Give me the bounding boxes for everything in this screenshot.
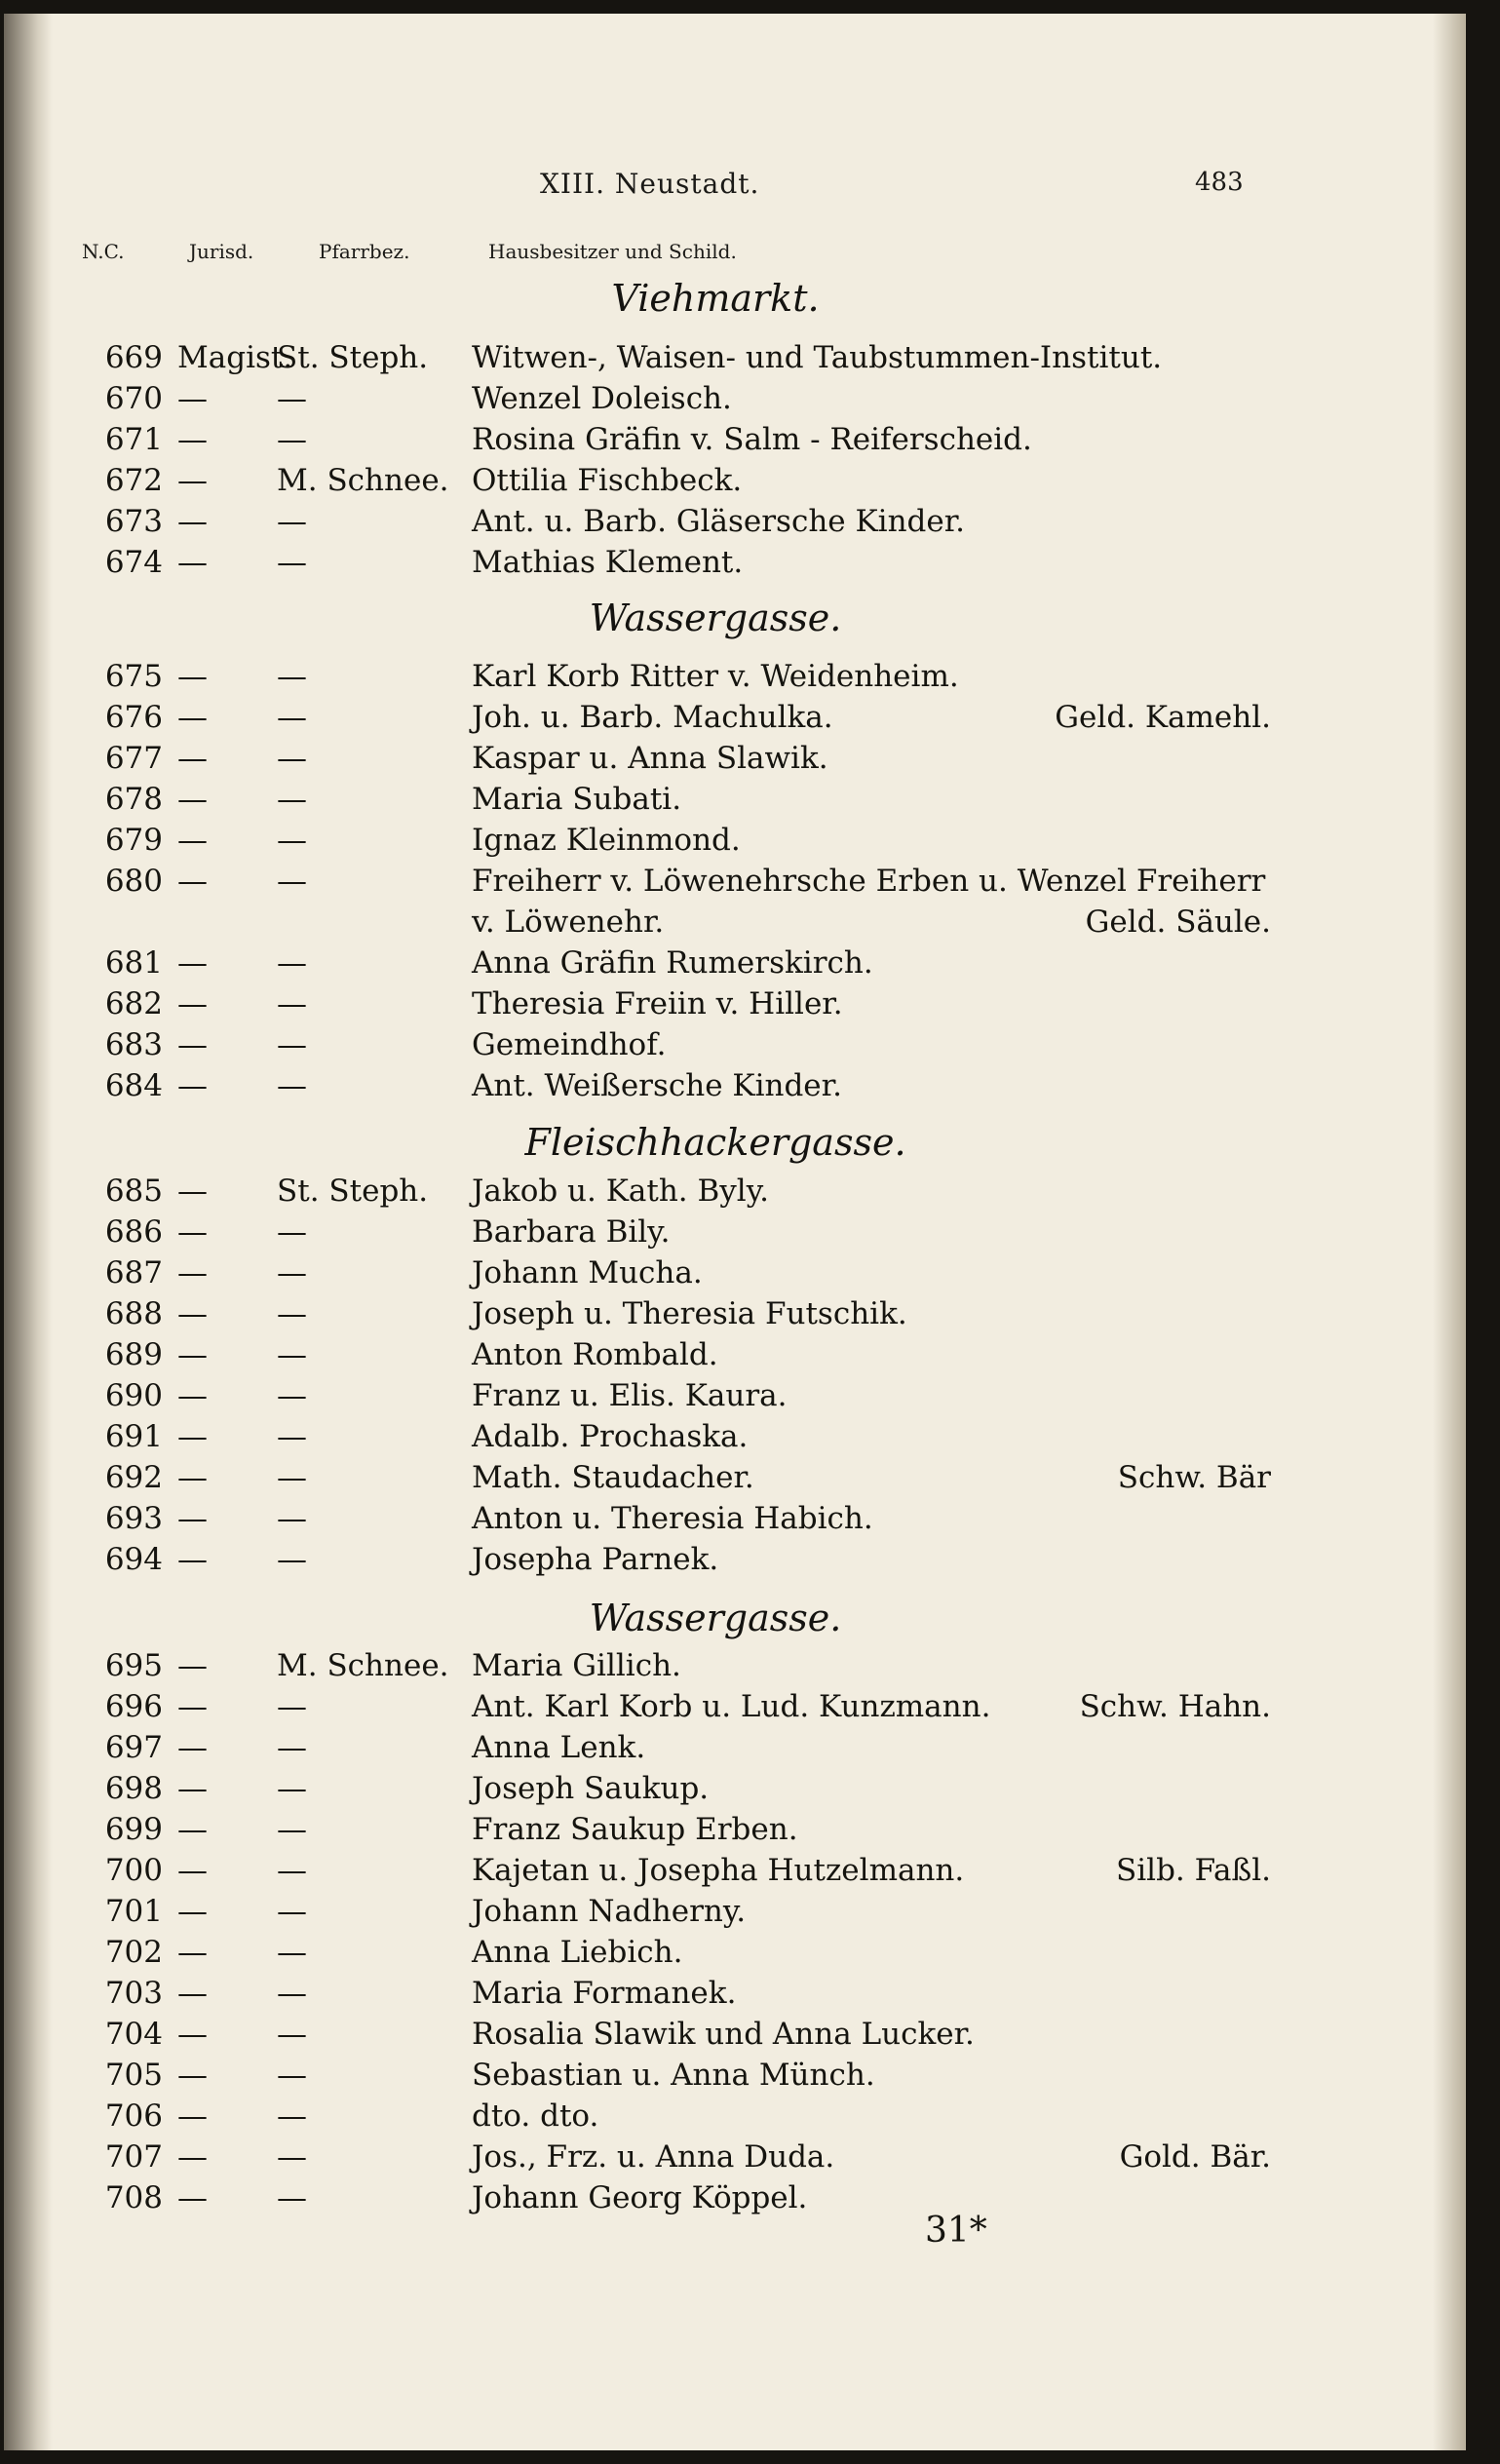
- house-sign: Gold. Bär.: [1119, 2139, 1271, 2175]
- parish: —: [277, 1378, 307, 1413]
- register-row: [4, 545, 1417, 586]
- owner-name: Ant. Karl Korb u. Lud. Kunzmann.: [472, 1689, 991, 1724]
- parish: —: [277, 1068, 307, 1103]
- jurisdiction: —: [177, 504, 208, 539]
- register-row: [4, 1296, 1417, 1337]
- house-number: 708: [104, 2180, 163, 2215]
- register-row: [4, 2139, 1417, 2180]
- owner-name: Josepha Parnek.: [472, 1542, 719, 1577]
- house-number: 685: [104, 1174, 163, 1209]
- house-number: 698: [104, 1771, 163, 1806]
- parish: —: [277, 1935, 307, 1970]
- jurisdiction: —: [177, 2017, 208, 2052]
- jurisdiction: —: [177, 2139, 208, 2175]
- jurisdiction: —: [177, 1214, 208, 1250]
- register-row: [4, 1730, 1417, 1771]
- house-number: 707: [104, 2139, 163, 2175]
- jurisdiction: Magist.: [177, 340, 293, 375]
- jurisdiction: —: [177, 1648, 208, 1683]
- jurisdiction: —: [177, 1337, 208, 1372]
- register-row: [4, 741, 1417, 782]
- jurisdiction: —: [177, 1935, 208, 1970]
- register-row: [4, 905, 1417, 945]
- parish: —: [277, 1689, 307, 1724]
- column-header-no: N.C.: [82, 240, 125, 263]
- register-row: [4, 1174, 1417, 1214]
- house-number: 705: [104, 2058, 163, 2093]
- owner-name: Anna Liebich.: [472, 1935, 683, 1970]
- owner-name: Joseph Saukup.: [472, 1771, 710, 1806]
- owner-name: Karl Korb Ritter v. Weidenheim.: [472, 659, 959, 694]
- owner-name: Math. Staudacher.: [472, 1460, 754, 1495]
- parish: —: [277, 2058, 307, 2093]
- register-row: [4, 2017, 1417, 2058]
- parish: —: [277, 823, 307, 858]
- house-number: 683: [104, 1027, 163, 1062]
- owner-name: Kajetan u. Josepha Hutzelmann.: [472, 1853, 965, 1888]
- house-number: 669: [104, 340, 163, 375]
- register-row: [4, 2180, 1417, 2221]
- house-number: 671: [104, 422, 163, 457]
- house-number: 703: [104, 1976, 163, 2011]
- house-number: 701: [104, 1894, 163, 1929]
- jurisdiction: —: [177, 1296, 208, 1331]
- jurisdiction: —: [177, 545, 208, 580]
- owner-name: v. Löwenehr.: [472, 905, 665, 940]
- register-row: [4, 1894, 1417, 1935]
- jurisdiction: —: [177, 700, 208, 735]
- owner-name: Jakob u. Kath. Byly.: [472, 1174, 769, 1209]
- house-number: 704: [104, 2017, 163, 2052]
- register-row: [4, 1976, 1417, 2017]
- jurisdiction: —: [177, 1771, 208, 1806]
- jurisdiction: —: [177, 2098, 208, 2134]
- section-heading: Wassergasse.: [589, 597, 842, 639]
- owner-name: Theresia Freiin v. Hiller.: [472, 986, 843, 1021]
- parish: —: [277, 2180, 307, 2215]
- owner-name: Anton Rombald.: [472, 1337, 718, 1372]
- house-number: 702: [104, 1935, 163, 1970]
- jurisdiction: —: [177, 945, 208, 981]
- register-row: [4, 823, 1417, 864]
- page-edge: [1433, 14, 1466, 2450]
- register-row: [4, 1214, 1417, 1255]
- register-row: [4, 945, 1417, 986]
- register-row: [4, 659, 1417, 700]
- owner-name: Maria Subati.: [472, 782, 682, 817]
- jurisdiction: —: [177, 381, 208, 416]
- jurisdiction: —: [177, 1542, 208, 1577]
- owner-name: Freiherr v. Löwenehrsche Erben u. Wenzel Freiherr: [472, 864, 1266, 899]
- parish: —: [277, 1460, 307, 1495]
- parish: M. Schnee.: [277, 463, 449, 498]
- owner-name: Franz u. Elis. Kaura.: [472, 1378, 788, 1413]
- book-page: [4, 14, 1466, 2450]
- jurisdiction: —: [177, 463, 208, 498]
- house-number: 696: [104, 1689, 163, 1724]
- parish: —: [277, 1730, 307, 1765]
- register-row: [4, 1689, 1417, 1730]
- parish: St. Steph.: [277, 1174, 429, 1209]
- register-row: [4, 1853, 1417, 1894]
- jurisdiction: —: [177, 1730, 208, 1765]
- register-row: [4, 1068, 1417, 1109]
- parish: —: [277, 422, 307, 457]
- owner-name: Wenzel Doleisch.: [472, 381, 732, 416]
- parish: —: [277, 545, 307, 580]
- house-number: 686: [104, 1214, 163, 1250]
- parish: —: [277, 1501, 307, 1536]
- register-row: [4, 1648, 1417, 1689]
- register-row: [4, 2058, 1417, 2098]
- register-row: [4, 1542, 1417, 1583]
- owner-name: Rosina Gräfin v. Salm - Reiferscheid.: [472, 422, 1032, 457]
- owner-name: Johann Nadherny.: [472, 1894, 747, 1929]
- section-heading: Wassergasse.: [589, 1597, 842, 1639]
- register-row: [4, 986, 1417, 1027]
- owner-name: Maria Gillich.: [472, 1648, 681, 1683]
- house-number: 700: [104, 1853, 163, 1888]
- parish: —: [277, 986, 307, 1021]
- owner-name: Franz Saukup Erben.: [472, 1812, 798, 1847]
- house-number: 673: [104, 504, 163, 539]
- jurisdiction: —: [177, 1894, 208, 1929]
- parish: —: [277, 700, 307, 735]
- section-heading: Viehmarkt.: [611, 277, 820, 320]
- parish: —: [277, 2098, 307, 2134]
- owner-name: Anna Gräfin Rumerskirch.: [472, 945, 873, 981]
- signature-mark: 31*: [925, 2211, 987, 2251]
- jurisdiction: —: [177, 1853, 208, 1888]
- jurisdiction: —: [177, 864, 208, 899]
- owner-name: Maria Formanek.: [472, 1976, 737, 2011]
- column-header-parish: Pfarrbez.: [319, 240, 410, 263]
- house-number: 680: [104, 864, 163, 899]
- parish: —: [277, 1255, 307, 1290]
- house-number: 677: [104, 741, 163, 776]
- register-row: [4, 1255, 1417, 1296]
- owner-name: Witwen-, Waisen- und Taubstummen-Institut.: [472, 340, 1163, 375]
- jurisdiction: —: [177, 782, 208, 817]
- register-row: [4, 782, 1417, 823]
- parish: —: [277, 741, 307, 776]
- house-sign: Schw. Hahn.: [1079, 1689, 1271, 1724]
- house-number: 676: [104, 700, 163, 735]
- column-header-owner: Hausbesitzer und Schild.: [488, 240, 737, 263]
- parish: —: [277, 1771, 307, 1806]
- parish: —: [277, 1853, 307, 1888]
- register-row: [4, 1460, 1417, 1501]
- owner-name: Jos., Frz. u. Anna Duda.: [472, 2139, 835, 2175]
- owner-name: Johann Georg Köppel.: [472, 2180, 808, 2215]
- house-number: 690: [104, 1378, 163, 1413]
- owner-name: Sebastian u. Anna Münch.: [472, 2058, 875, 2093]
- jurisdiction: —: [177, 1812, 208, 1847]
- register-row: [4, 504, 1417, 545]
- owner-name: Barbara Bily.: [472, 1214, 671, 1250]
- owner-name: Joseph u. Theresia Futschik.: [472, 1296, 907, 1331]
- house-number: 689: [104, 1337, 163, 1372]
- house-number: 681: [104, 945, 163, 981]
- house-number: 706: [104, 2098, 163, 2134]
- owner-name: Anna Lenk.: [472, 1730, 646, 1765]
- jurisdiction: —: [177, 1068, 208, 1103]
- owner-name: Rosalia Slawik und Anna Lucker.: [472, 2017, 975, 2052]
- parish: —: [277, 1419, 307, 1454]
- house-number: 684: [104, 1068, 163, 1103]
- parish: —: [277, 1542, 307, 1577]
- parish: —: [277, 2139, 307, 2175]
- register-row: [4, 340, 1417, 381]
- jurisdiction: —: [177, 422, 208, 457]
- house-number: 694: [104, 1542, 163, 1577]
- owner-name: Kaspar u. Anna Slawik.: [472, 741, 828, 776]
- jurisdiction: —: [177, 1976, 208, 2011]
- register-row: [4, 463, 1417, 504]
- owner-name: Ant. u. Barb. Gläsersche Kinder.: [472, 504, 965, 539]
- owner-name: Ottilia Fischbeck.: [472, 463, 743, 498]
- jurisdiction: —: [177, 1419, 208, 1454]
- register-row: [4, 1378, 1417, 1419]
- parish: —: [277, 864, 307, 899]
- jurisdiction: —: [177, 1255, 208, 1290]
- house-number: 693: [104, 1501, 163, 1536]
- house-number: 674: [104, 545, 163, 580]
- parish: —: [277, 504, 307, 539]
- parish: St. Steph.: [277, 340, 429, 375]
- owner-name: Gemeindhof.: [472, 1027, 667, 1062]
- jurisdiction: —: [177, 823, 208, 858]
- register-row: [4, 700, 1417, 741]
- jurisdiction: —: [177, 1501, 208, 1536]
- house-number: 672: [104, 463, 163, 498]
- house-sign: Schw. Bär: [1117, 1460, 1271, 1495]
- house-number: 678: [104, 782, 163, 817]
- owner-name: Ignaz Kleinmond.: [472, 823, 741, 858]
- parish: —: [277, 1337, 307, 1372]
- register-row: [4, 1501, 1417, 1542]
- parish: —: [277, 659, 307, 694]
- column-header-jurisd: Jurisd.: [189, 240, 254, 263]
- jurisdiction: —: [177, 986, 208, 1021]
- owner-name: Johann Mucha.: [472, 1255, 703, 1290]
- page-number: 483: [1195, 168, 1244, 197]
- register-row: [4, 422, 1417, 463]
- jurisdiction: —: [177, 2180, 208, 2215]
- house-number: 691: [104, 1419, 163, 1454]
- register-row: [4, 1812, 1417, 1853]
- jurisdiction: —: [177, 659, 208, 694]
- owner-name: Ant. Weißersche Kinder.: [472, 1068, 842, 1103]
- owner-name: dto. dto.: [472, 2098, 599, 2134]
- register-row: [4, 1771, 1417, 1812]
- register-row: [4, 1935, 1417, 1976]
- jurisdiction: —: [177, 741, 208, 776]
- house-sign: Geld. Kamehl.: [1055, 700, 1271, 735]
- house-number: 679: [104, 823, 163, 858]
- parish: M. Schnee.: [277, 1648, 449, 1683]
- jurisdiction: —: [177, 2058, 208, 2093]
- house-number: 697: [104, 1730, 163, 1765]
- parish: —: [277, 1812, 307, 1847]
- jurisdiction: —: [177, 1174, 208, 1209]
- parish: —: [277, 1296, 307, 1331]
- register-row: [4, 1027, 1417, 1068]
- register-row: [4, 2098, 1417, 2139]
- section-heading: Fleischhackergasse.: [524, 1121, 906, 1164]
- house-number: 670: [104, 381, 163, 416]
- house-number: 692: [104, 1460, 163, 1495]
- house-number: 688: [104, 1296, 163, 1331]
- house-number: 687: [104, 1255, 163, 1290]
- owner-name: Mathias Klement.: [472, 545, 744, 580]
- jurisdiction: —: [177, 1460, 208, 1495]
- house-sign: Silb. Faßl.: [1116, 1853, 1271, 1888]
- parish: —: [277, 381, 307, 416]
- register-row: [4, 1337, 1417, 1378]
- register-row: [4, 381, 1417, 422]
- register-row: [4, 1419, 1417, 1460]
- owner-name: Joh. u. Barb. Machulka.: [472, 700, 833, 735]
- house-number: 675: [104, 659, 163, 694]
- house-number: 682: [104, 986, 163, 1021]
- owner-name: Adalb. Prochaska.: [472, 1419, 749, 1454]
- parish: —: [277, 1027, 307, 1062]
- register-row: [4, 864, 1417, 905]
- parish: —: [277, 2017, 307, 2052]
- jurisdiction: —: [177, 1689, 208, 1724]
- house-sign: Geld. Säule.: [1085, 905, 1271, 940]
- parish: —: [277, 782, 307, 817]
- owner-name: Anton u. Theresia Habich.: [472, 1501, 873, 1536]
- parish: —: [277, 945, 307, 981]
- jurisdiction: —: [177, 1378, 208, 1413]
- house-number: 695: [104, 1648, 163, 1683]
- parish: —: [277, 1214, 307, 1250]
- house-number: 699: [104, 1812, 163, 1847]
- parish: —: [277, 1976, 307, 2011]
- running-head-title: XIII. Neustadt.: [540, 168, 760, 200]
- parish: —: [277, 1894, 307, 1929]
- jurisdiction: —: [177, 1027, 208, 1062]
